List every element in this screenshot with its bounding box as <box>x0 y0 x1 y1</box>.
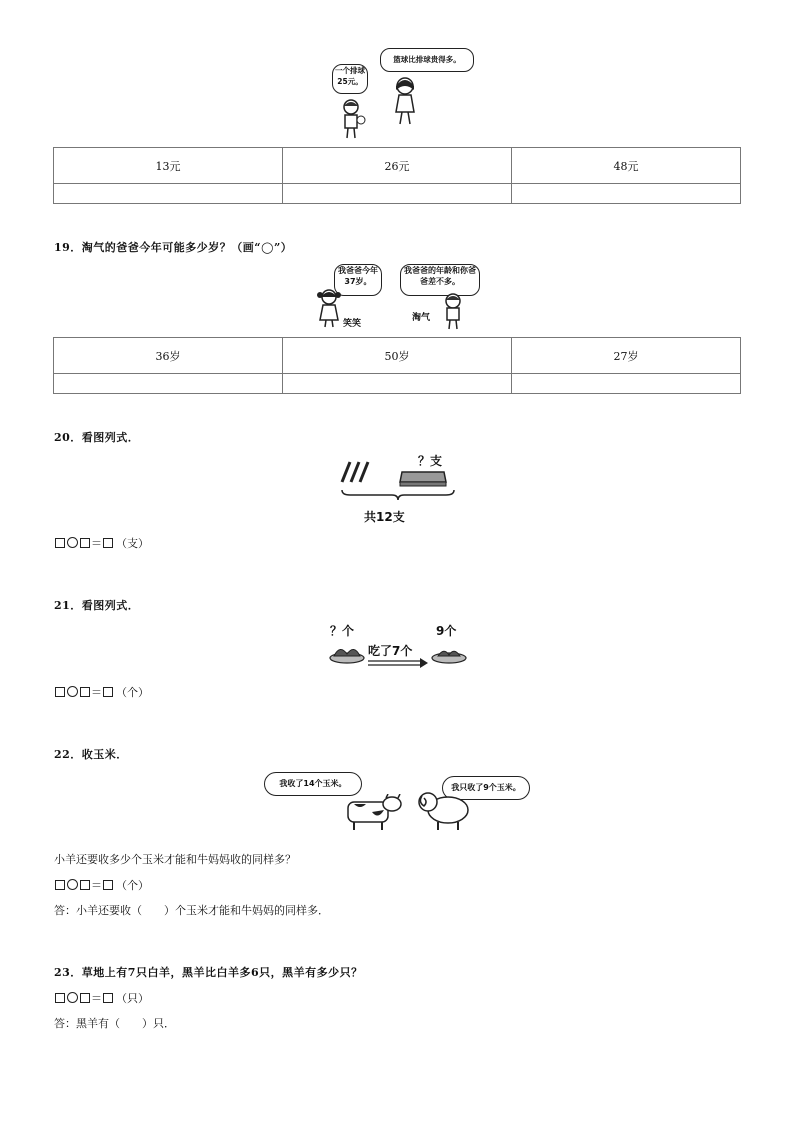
q22-speech-bubble-left <box>264 772 362 796</box>
equation-box[interactable] <box>103 687 113 697</box>
q19-answer-cell[interactable] <box>283 374 512 394</box>
boy-figure-icon <box>440 292 466 330</box>
q19-options-table <box>53 337 741 394</box>
equals-sign: ＝ <box>91 686 102 699</box>
q22-answer: 答：小羊还要收（ ）个玉米才能和牛妈妈的同样多． <box>54 904 329 917</box>
equation-box[interactable] <box>103 538 113 548</box>
q23-unit: （只） <box>116 992 149 1005</box>
equation-operator-circle[interactable] <box>67 879 78 890</box>
q18-option: 26元 <box>283 148 512 184</box>
equals-sign: ＝ <box>91 537 102 550</box>
q18-bubble-right-text: 篮球比排球贵得多。 <box>393 55 461 64</box>
equation-box[interactable] <box>80 993 90 1003</box>
q21-equation <box>54 684 149 700</box>
brace-icon <box>340 488 456 502</box>
q18-options-table <box>53 147 741 204</box>
q19-option: 50岁 <box>283 338 512 374</box>
q23-equation <box>54 990 149 1006</box>
q18-illustration <box>328 44 478 140</box>
q19-bubble-left-text: 我爸爸今年37岁。 <box>338 266 378 286</box>
q19-name-left: 笑笑 <box>343 319 362 329</box>
equation-operator-circle[interactable] <box>67 686 78 697</box>
q21-title: 21．看图列式． <box>54 599 140 612</box>
equation-box[interactable] <box>55 687 65 697</box>
q20-total-label: 共12支 <box>364 510 405 524</box>
q22-illustration <box>262 770 532 834</box>
q18-option: 13元 <box>54 148 283 184</box>
q19-bubble-right-text: 我爸爸的年龄和你爸爸差不多。 <box>404 266 476 286</box>
equation-operator-circle[interactable] <box>67 992 78 1003</box>
q20-unit: （支） <box>116 537 149 550</box>
q19-title: 19．淘气的爸爸今年可能多少岁？（画“◯”） <box>54 241 293 254</box>
q19-answer-cell[interactable] <box>512 374 741 394</box>
q18-speech-bubble-right <box>380 48 474 72</box>
equation-operator-circle[interactable] <box>67 537 78 548</box>
equation-box[interactable] <box>55 538 65 548</box>
q20-title: 20．看图列式． <box>54 431 140 444</box>
q19-answer-cell[interactable] <box>54 374 283 394</box>
dumpling-plate-icon <box>430 642 468 664</box>
q23-answer: 答：黑羊有（ ）只． <box>54 1017 175 1030</box>
cow-icon <box>342 794 404 832</box>
q22-equation <box>54 877 149 893</box>
q18-bubble-left-text: 一个排球25元。 <box>335 66 365 86</box>
equation-box[interactable] <box>55 880 65 890</box>
q19-illustration <box>312 262 484 332</box>
equals-sign: ＝ <box>91 992 102 1005</box>
arrow-icon <box>366 658 430 668</box>
q23-title: 23．草地上有7只白羊，黑羊比白羊多6只，黑羊有多少只？ <box>54 966 363 979</box>
sheep-icon <box>416 782 472 832</box>
q21-unit: （个） <box>116 686 149 699</box>
girl-figure-icon <box>390 76 420 126</box>
q18-option: 48元 <box>512 148 741 184</box>
q18-speech-bubble-left <box>332 64 368 94</box>
q22-bubble-left-text: 我收了14个玉米。 <box>279 779 347 788</box>
q22-unit: （个） <box>116 879 149 892</box>
q19-option: 36岁 <box>54 338 283 374</box>
q18-answer-cell[interactable] <box>54 184 283 204</box>
equation-box[interactable] <box>80 687 90 697</box>
q21-arrow-label: 吃了7个 <box>368 644 413 658</box>
q21-illustration <box>326 620 470 672</box>
q18-answer-cell[interactable] <box>283 184 512 204</box>
q20-box-label: ？支 <box>418 454 443 468</box>
q20-equation <box>54 535 149 551</box>
boy-figure-icon <box>336 98 366 140</box>
equation-box[interactable] <box>80 880 90 890</box>
q18-answer-cell[interactable] <box>512 184 741 204</box>
q21-left-label: ？个 <box>330 624 355 638</box>
q22-question: 小羊还要收多少个玉米才能和牛妈妈收的同样多？ <box>54 853 296 866</box>
pencil-box-icon <box>398 468 448 488</box>
equation-box[interactable] <box>103 993 113 1003</box>
q22-bubble-right-text: 我只收了9个玉米。 <box>451 783 521 792</box>
q21-right-label: 9个 <box>436 624 457 638</box>
q20-illustration <box>336 450 466 526</box>
q22-title: 22．收玉米． <box>54 748 128 761</box>
dumpling-plate-icon <box>328 642 366 664</box>
q19-name-right: 淘气 <box>412 313 431 323</box>
equation-box[interactable] <box>103 880 113 890</box>
q19-option: 27岁 <box>512 338 741 374</box>
girl-figure-icon <box>316 288 342 328</box>
equals-sign: ＝ <box>91 879 102 892</box>
equation-box[interactable] <box>55 993 65 1003</box>
pencils-icon <box>338 458 374 484</box>
equation-box[interactable] <box>80 538 90 548</box>
